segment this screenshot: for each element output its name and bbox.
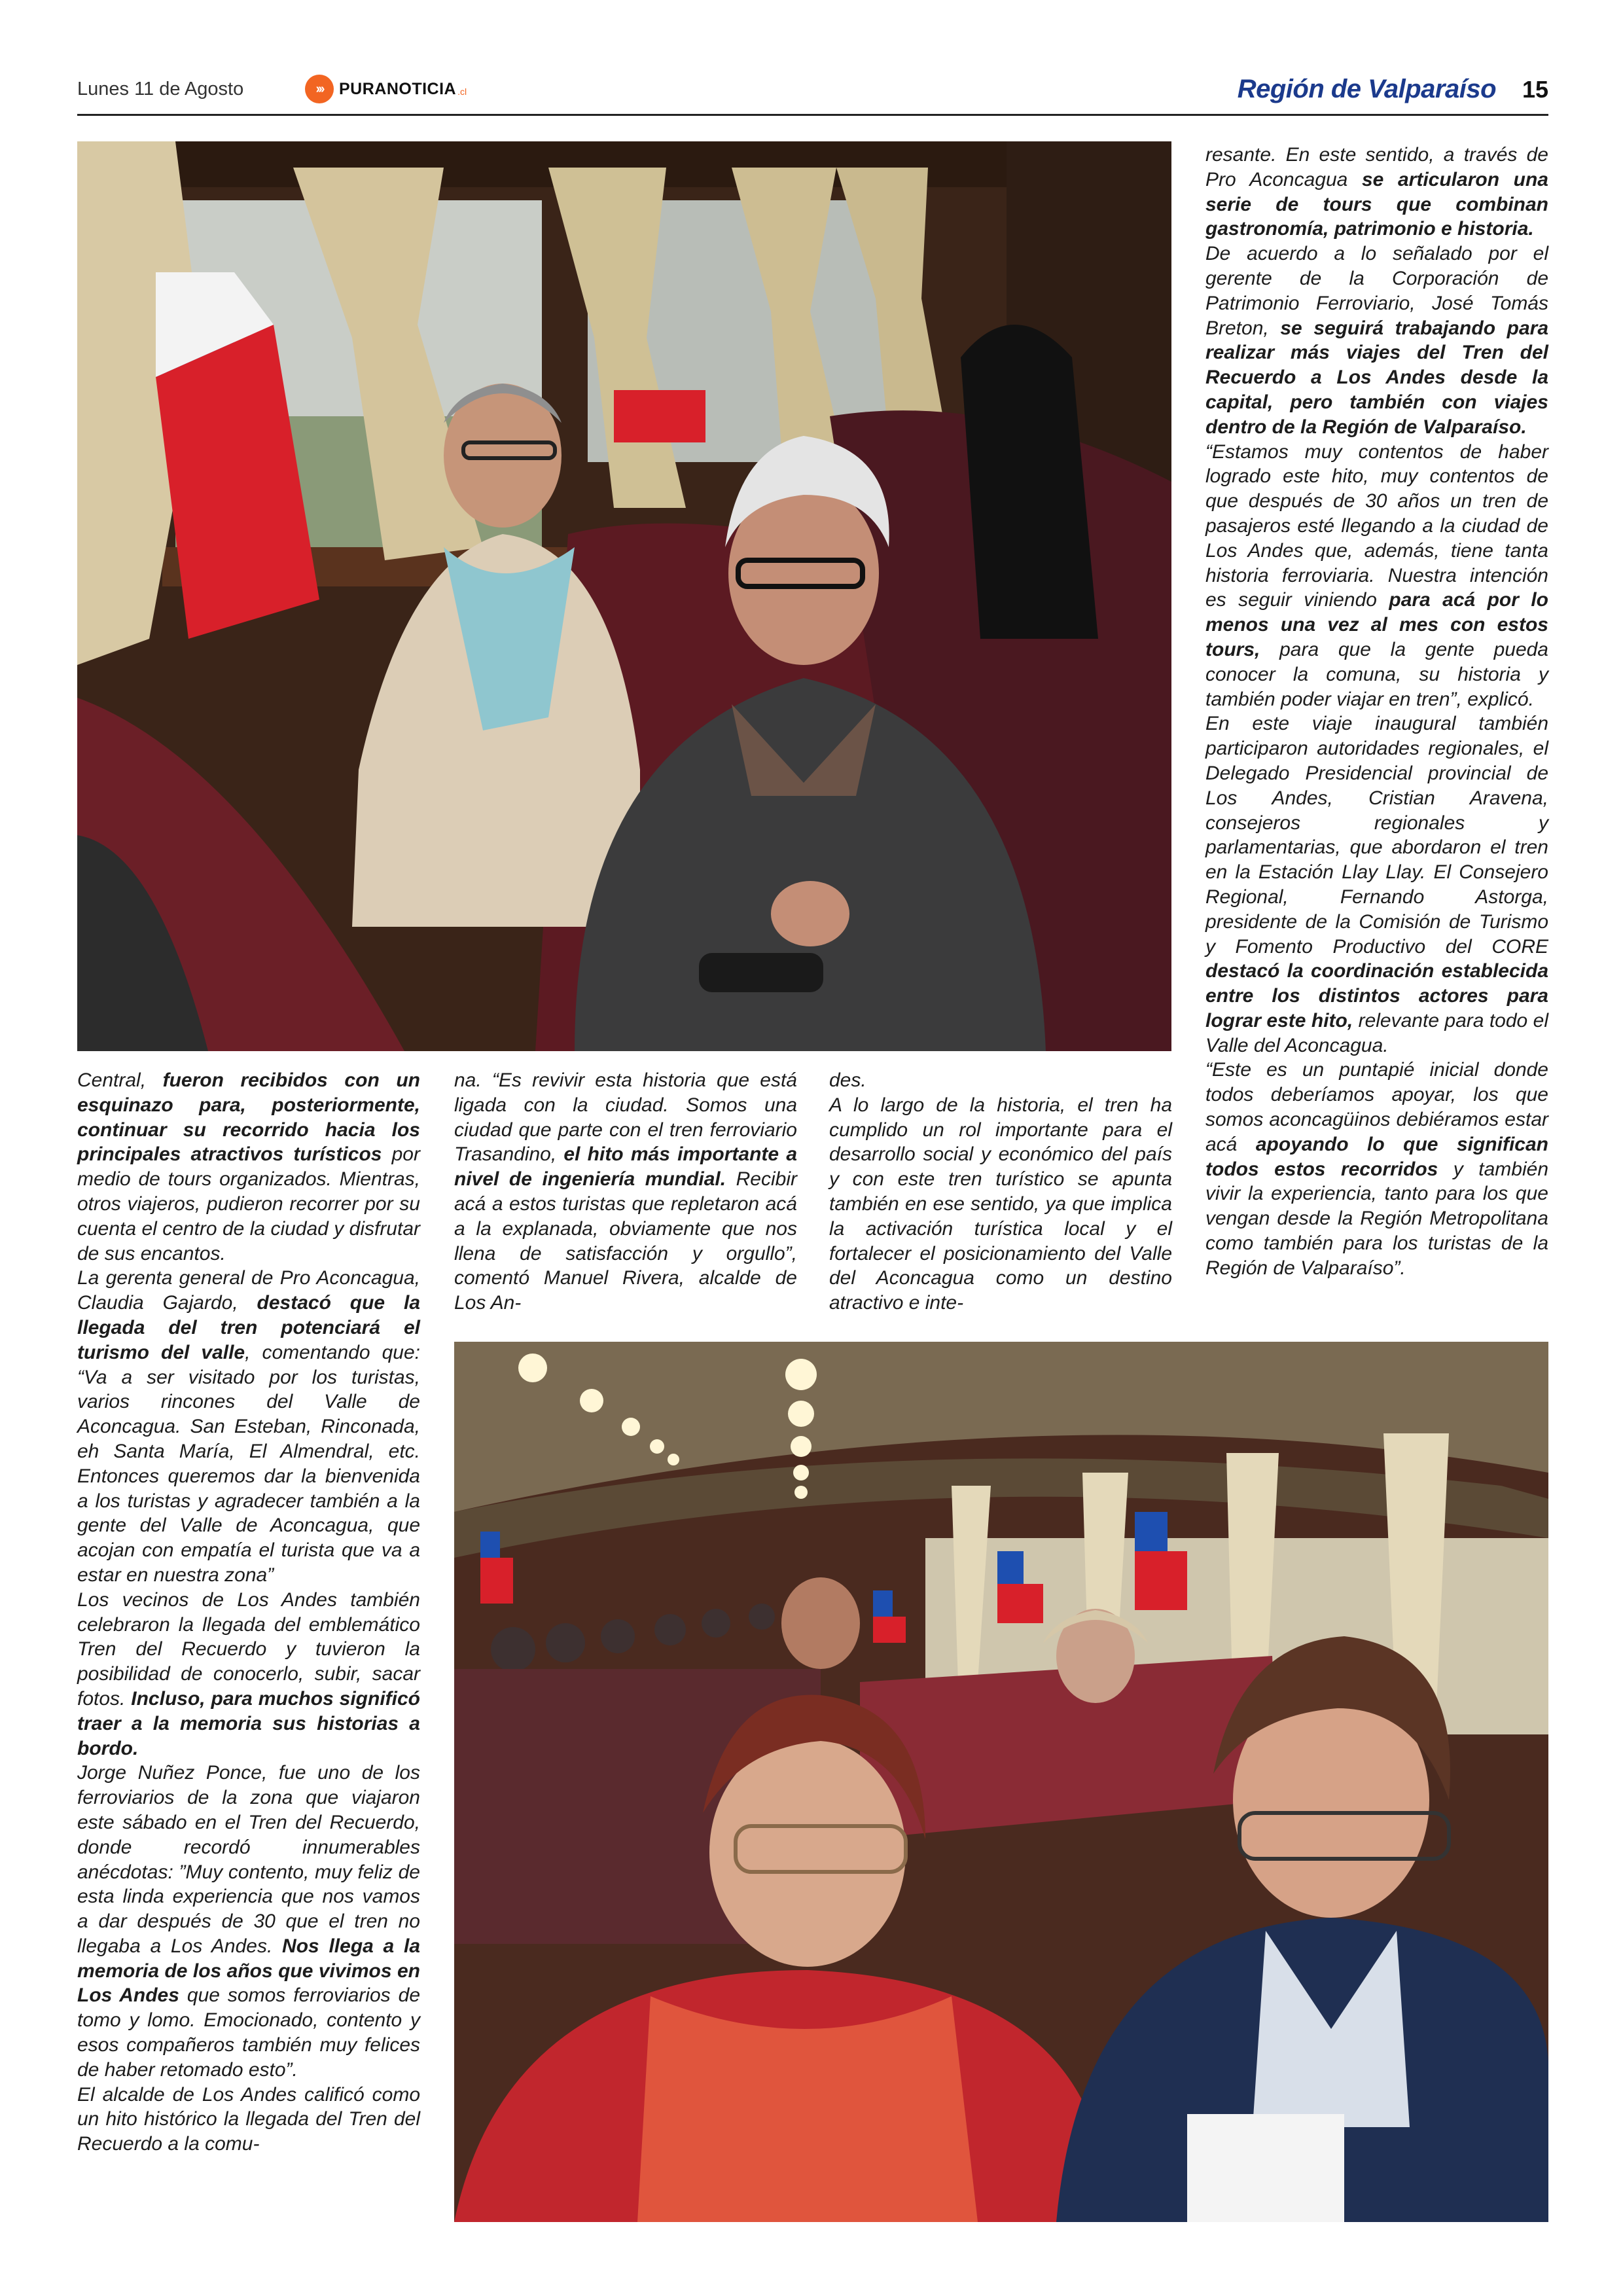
article-paragraph: La gerenta general de Pro Aconcagua, Claudia Gajardo, destacó que la llegada del tren potenciará el turismo del valle, comentando que: “Va a ser visitado por los turistas, varios rincones del Valle de Aconcagua. San Esteban, Rinconada, eh Santa María, El Almendral, etc. Entonces queremos dar la bienvenida a los turistas y agradecer también a la gente del Valle de Aconcagua, que acojan con empatía el turista que va a estar en nuestra zona” <box>77 1267 421 1586</box>
article-paragraph: El alcalde de Los Andes calificó como un hito histórico la llegada del Tren del Recuerdo a la comu- <box>77 2083 420 2155</box>
bold-run: Nos llega a la memoria de los años que vivimos en Los Andes <box>77 1935 421 2007</box>
logo-suffix: .cl <box>457 86 467 97</box>
bold-run: el hito más importante a nivel de ingeniería mundial. <box>454 1143 798 1191</box>
article-paragraph: En este viaje inaugural también participaron autoridades regionales, el Delegado Presidencial provincial de Los Andes, Cristian Aravena, consejeros regionales y parlamentarias, que abordaron el tren en la Estación Llay Llay. El Consejero Regional, Fernando Astorga, presidente de la Comisión de Turismo y Fomento Productivo del CORE destacó la coordinación establecida entre los distintos actores para lograr este hito, relevante para todo el Valle del Aconcagua. <box>1205 713 1548 1056</box>
article-paragraph: “Este es un puntapié inicial donde todos deberíamos apoyar, los que somos aconcagüinos debiéramos estar acá apoyando lo que significan todos estos recorridos y también vivir la experiencia, tanto para los que vengan desde la Región Metropolitana como también para los turistas de la Región de Valparaíso”. <box>1205 1059 1548 1279</box>
article-paragraph: des. <box>829 1069 866 1091</box>
bold-run: destacó la coordinación establecida entre los distintos actores para lograr este hito, <box>1205 960 1548 1031</box>
article-paragraph: De acuerdo a lo señalado por el gerente de la Corporación de Patrimonio Ferroviario, José Tomás Breton, se seguirá trabajando para realizar más viajes del Tren del Recuerdo a Los Andes desde la capital, pero también con viajes dentro de la Región de Valparaíso. <box>1205 243 1548 438</box>
bold-run: se articularon una serie de tours que combinan gastronomía, patrimonio e historia. <box>1205 168 1548 240</box>
article-paragraph: resante. En este sentido, a través de Pro Aconcagua se articularon una serie de tours que combinan gastronomía, patrimonio e historia. <box>1205 144 1548 240</box>
bold-run: destacó que la llegada del tren potenciará el turismo del valle <box>77 1292 420 1363</box>
bold-run: Incluso, para muchos significó traer a la memoria sus historias a bordo. <box>77 1687 420 1759</box>
article-paragraph: na. “Es revivir esta historia que está ligada con la ciudad. Somos una ciudad que parte con el tren ferroviario Trasandino, el hito más importante a nivel de ingeniería mundial. Recibir acá a estos turistas que repletaron acá a la explanada, obviamente que nos llena de satisfacción y orgullo”, comentó Manuel Rivera, alcalde de Los An- <box>454 1069 798 1314</box>
bold-run: fueron recibidos con un esquinazo para, posteriormente, continuar su recorrido hacia los principales atractivos turísticos <box>77 1069 420 1166</box>
bold-run: se seguirá trabajando para realizar más viajes del Tren del Recuerdo a Los Andes desde la capital, pero también con viajes dentro de la Región de Valparaíso. <box>1205 317 1548 438</box>
header-rule <box>77 114 1548 116</box>
page-number: 15 <box>1522 76 1548 103</box>
bold-run: apoyando lo que significan todos estos recorridos <box>1205 1133 1548 1180</box>
article-paragraph: A lo largo de la historia, el tren ha cumplido un rol importante para el desarrollo social y económico del país y con este tren turístico se apunta también en ese sentido, ya que implica la activación turística local y el fortalecer el posicionamiento del Valle del Aconcagua como un destino atractivo e inte- <box>829 1094 1172 1314</box>
article-column-1 <box>77 1068 420 2157</box>
section-title: Región de Valparaíso <box>1237 75 1496 103</box>
photo-couple-on-train <box>77 141 1171 1051</box>
page-header <box>77 72 1548 118</box>
puranoticia-logo <box>305 75 467 103</box>
article-column-3 <box>829 1068 1172 1316</box>
photo-passengers-in-train-car <box>454 1342 1548 2222</box>
article-column-4 <box>1205 143 1548 1281</box>
article-paragraph: Los vecinos de Los Andes también celebraron la llegada del emblemático Tren del Recuerdo y tuvieron la posibilidad de conocerlo, subir, sacar fotos. Incluso, para muchos significó traer a la memoria sus historias a bordo. <box>77 1588 420 1759</box>
logo-chevrons-icon: ››› <box>305 75 334 103</box>
article-paragraph: “Estamos muy contentos de haber logrado este hito, muy contentos de que después de 30 años un tren de pasajeros esté llegando a la ciudad de Los Andes que, además, tiene tanta historia ferroviaria. Nuestra intención es seguir viniendo para acá por lo menos una vez al mes con estos tours, para que la gente pueda conocer la comuna, su historia y también poder viajar en tren”, explicó. <box>1205 440 1548 710</box>
issue-date: Lunes 11 de Agosto <box>77 79 244 99</box>
logo-text: PURANOTICIA <box>339 79 457 98</box>
article-column-2 <box>454 1068 797 1316</box>
bold-run: para acá por lo menos una vez al mes con estos tours, <box>1205 589 1548 660</box>
article-paragraph: Central, fueron recibidos con un esquinazo para, posteriormente, continuar su recorrido hacia los principales atractivos turísticos por medio de tours organizados. Mientras, otros viajeros, pudieron recorrer por su cuenta el centro de la ciudad y disfrutar de sus encantos. <box>77 1069 420 1265</box>
article-paragraph: Jorge Nuñez Ponce, fue uno de los ferroviarios de la zona que viajaron este sábado en el Tren del Recuerdo, donde recordó innumerables anécdotas: ”Muy contento, muy feliz de esta linda experiencia que nos vamos a dar después de 30 que el tren no llegaba a Los Andes. Nos llega a la memoria de los años que vivimos en Los Andes que somos ferroviarios de tomo y lomo. Emocionado, contento y esos compañeros también muy felices de haber retomado esto”. <box>77 1762 421 2081</box>
